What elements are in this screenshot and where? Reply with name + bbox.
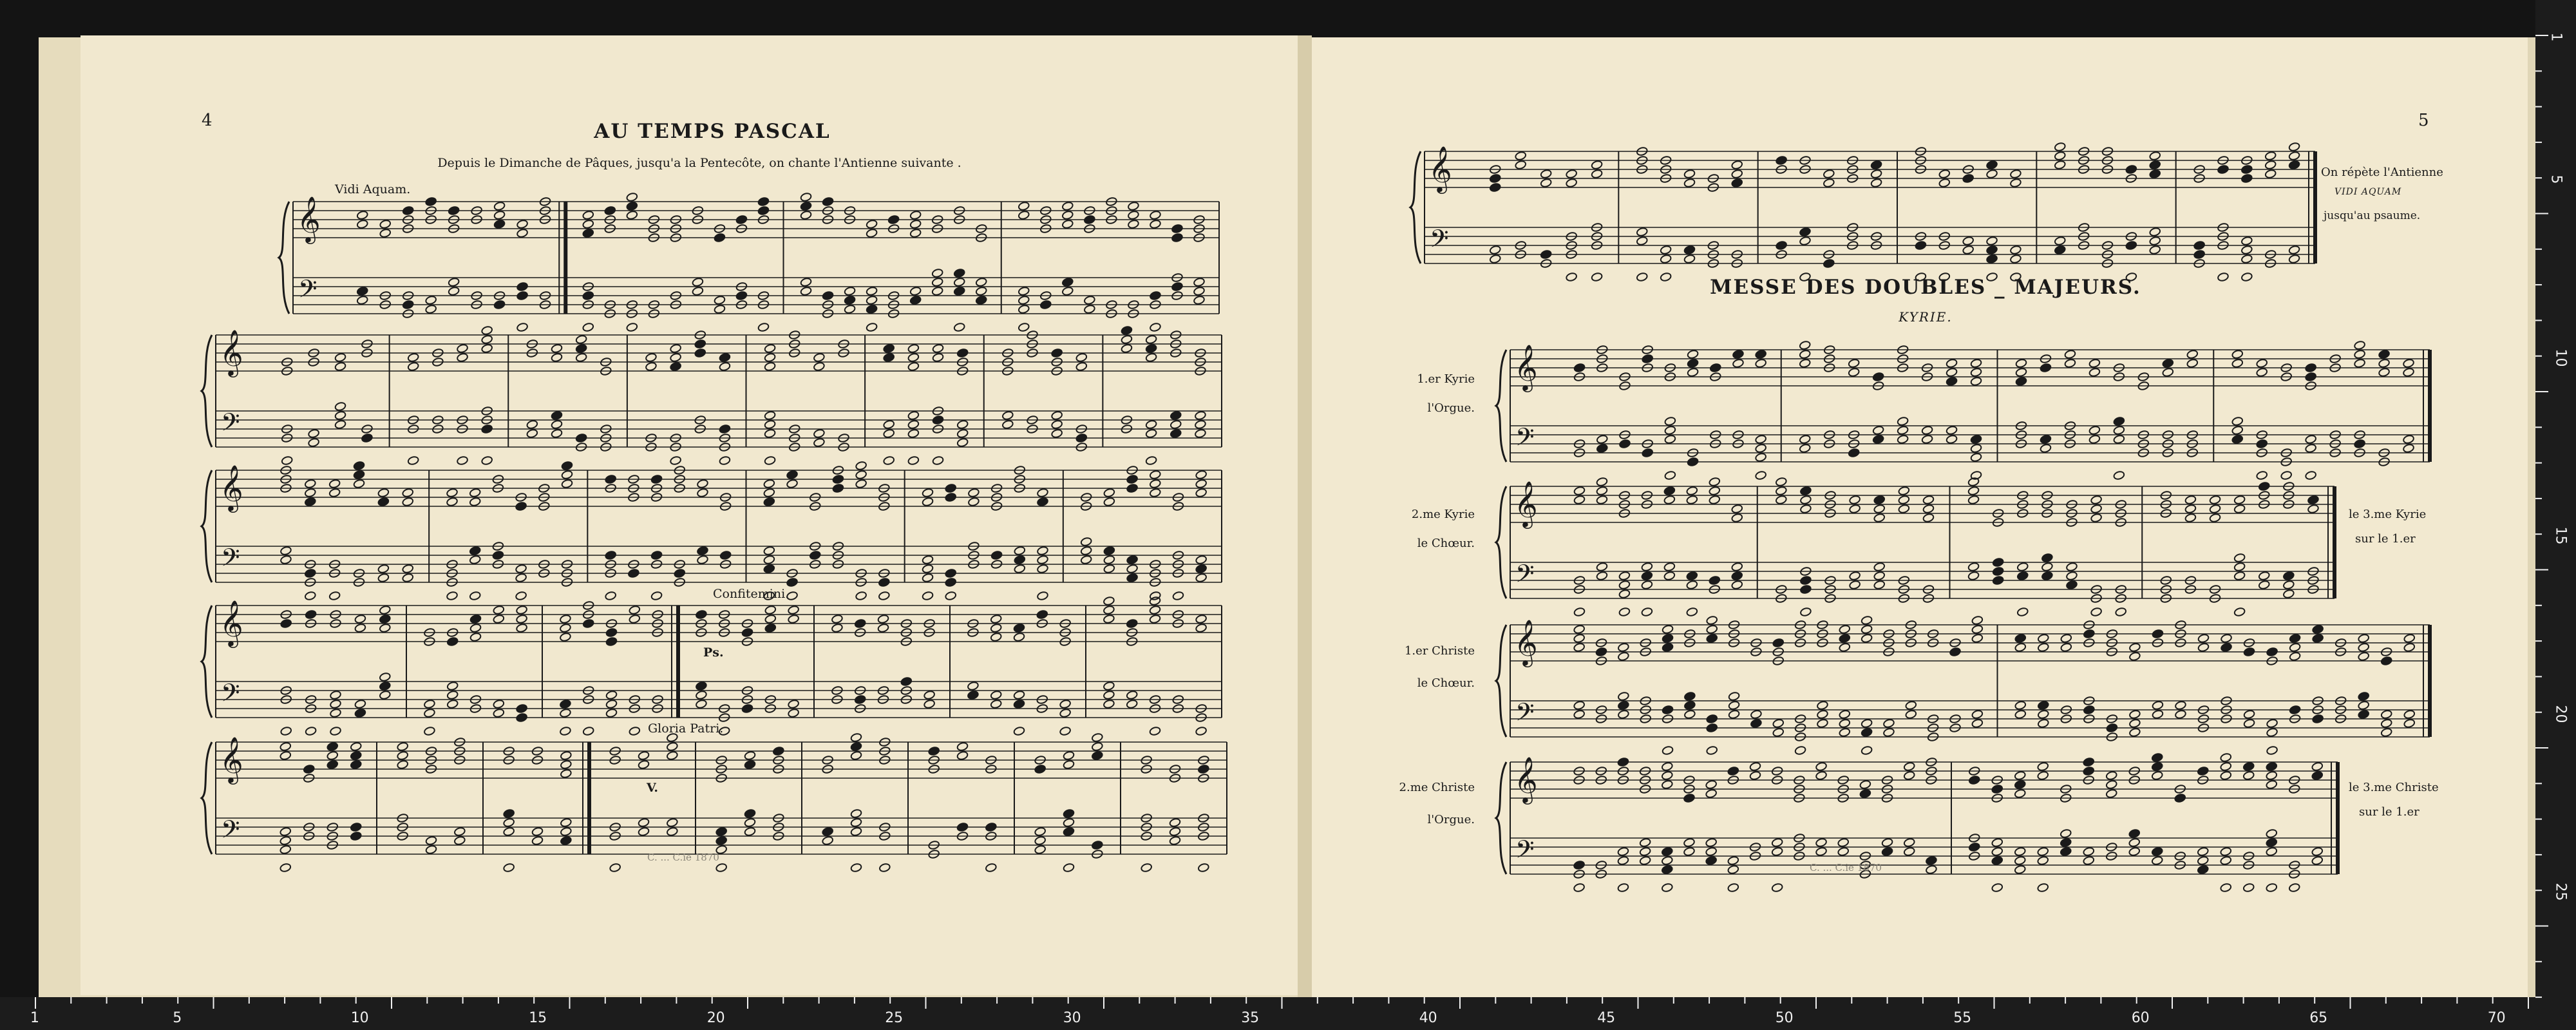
ruler-label: 1 bbox=[30, 1010, 39, 1026]
bass-clef-icon: 𝄢 bbox=[298, 274, 317, 309]
treble-clef-icon: 𝄞 bbox=[297, 195, 321, 242]
left-page-footer: C. ... C.ie 1870 bbox=[647, 852, 719, 863]
left-page-subtitle: Depuis le Dimanche de Pâques, jusqu'a la Pentecôte, on chante l'Antienne suivante . bbox=[437, 156, 961, 170]
treble-clef-icon: 𝄞 bbox=[220, 329, 243, 376]
ruler-label: 20 bbox=[2552, 705, 2569, 723]
section-2-note-2: sur le 1.er bbox=[2355, 532, 2416, 546]
ruler-label: 5 bbox=[173, 1010, 182, 1026]
ruler-label: 25 bbox=[2552, 882, 2569, 901]
bass-clef-icon: 𝄢 bbox=[1515, 423, 1535, 457]
repeat-note-line-1: On répète l'Antienne bbox=[2321, 166, 2443, 179]
bass-clef-icon: 𝄢 bbox=[221, 408, 240, 443]
ruler-label: 65 bbox=[2309, 1010, 2328, 1026]
gutter bbox=[1298, 35, 1312, 997]
section-2-label-2: le Chœur. bbox=[1417, 537, 1475, 550]
treble-clef-icon: 𝄞 bbox=[220, 736, 243, 783]
bass-clef-icon: 𝄢 bbox=[1515, 835, 1535, 870]
right-page-number: 5 bbox=[2418, 111, 2429, 130]
label-vidi-aquam: Vidi Aquam. bbox=[335, 182, 411, 196]
section-4-label-1: 2.me Christe bbox=[1399, 781, 1475, 794]
treble-clef-icon: 𝄞 bbox=[1428, 145, 1452, 192]
bass-clef-icon: 𝄢 bbox=[221, 678, 240, 713]
ruler-label: 20 bbox=[706, 1010, 725, 1026]
bass-clef-icon: 𝄢 bbox=[221, 543, 240, 578]
label-gloria-patri: Gloria Patri. bbox=[648, 721, 724, 736]
section-3-label-1: 1.er Christe bbox=[1404, 644, 1475, 658]
bottom-ruler bbox=[0, 997, 2576, 1030]
section-2-note-1: le 3.me Kyrie bbox=[2349, 508, 2427, 521]
treble-clef-icon: 𝄞 bbox=[220, 599, 243, 646]
ruler-label: 25 bbox=[885, 1010, 904, 1026]
right-ruler bbox=[2535, 0, 2576, 1030]
treble-clef-icon: 𝄞 bbox=[1514, 618, 1538, 665]
treble-clef-icon: 𝄞 bbox=[1514, 480, 1538, 527]
treble-clef-icon: 𝄞 bbox=[220, 464, 243, 511]
bass-clef-icon: 𝄢 bbox=[1430, 224, 1449, 259]
section-1-label-2: l'Orgue. bbox=[1427, 401, 1475, 415]
ruler-label: 35 bbox=[1241, 1010, 1260, 1026]
ruler-label: 15 bbox=[529, 1010, 547, 1026]
left-page-number: 4 bbox=[202, 111, 213, 130]
bass-clef-icon: 𝄢 bbox=[1515, 559, 1535, 594]
ruler-label: 50 bbox=[1775, 1010, 1794, 1026]
right-page-edge bbox=[2528, 37, 2535, 997]
section-1-label-1: 1.er Kyrie bbox=[1417, 372, 1475, 386]
ruler-label: 45 bbox=[1597, 1010, 1616, 1026]
section-kyrie: KYRIE. bbox=[1899, 309, 1953, 325]
bass-clef-icon: 𝄢 bbox=[221, 815, 240, 850]
section-4-label-2: l'Orgue. bbox=[1427, 813, 1475, 826]
ruler-label: 5 bbox=[2548, 175, 2564, 184]
section-3-label-2: le Chœur. bbox=[1417, 676, 1475, 690]
repeat-note-line-3: jusqu'au psaume. bbox=[2324, 209, 2421, 222]
right-page-title: MESSE DES DOUBLES _ MAJEURS. bbox=[1710, 276, 2141, 299]
section-4-note-1: le 3.me Christe bbox=[2349, 781, 2439, 794]
ruler-label: 1 bbox=[2548, 32, 2564, 42]
ruler-label: 30 bbox=[1063, 1010, 1081, 1026]
bass-clef-icon: 𝄢 bbox=[1515, 698, 1535, 732]
ruler-label: 15 bbox=[2552, 526, 2569, 545]
label-confitemini: Confitemini. bbox=[713, 587, 790, 601]
label-ps: Ps. bbox=[703, 645, 724, 660]
ruler-label: 40 bbox=[1419, 1010, 1437, 1026]
repeat-note-line-2: VIDI AQUAM bbox=[2334, 187, 2402, 197]
ruler-label: 55 bbox=[1953, 1010, 1972, 1026]
section-4-note-2: sur le 1.er bbox=[2359, 805, 2420, 819]
left-page-title: AU TEMPS PASCAL bbox=[594, 120, 831, 143]
ruler-label: 10 bbox=[350, 1010, 369, 1026]
section-2-label-1: 2.me Kyrie bbox=[1411, 508, 1475, 521]
ruler-label: 70 bbox=[2487, 1010, 2506, 1026]
treble-clef-icon: 𝄞 bbox=[1514, 343, 1538, 390]
ruler-label: 10 bbox=[2552, 348, 2569, 367]
label-versicle: V. bbox=[647, 781, 659, 795]
treble-clef-icon: 𝄞 bbox=[1514, 756, 1538, 803]
right-page-footer: C. ... C.ie 1870 bbox=[1810, 862, 1882, 873]
ruler-label: 60 bbox=[2131, 1010, 2150, 1026]
